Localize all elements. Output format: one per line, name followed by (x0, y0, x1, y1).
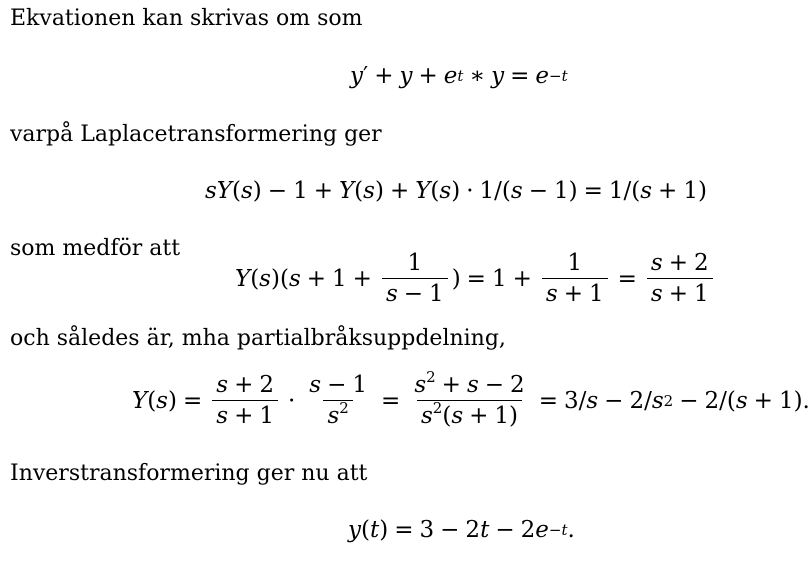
laplace-text: varpå Laplacetransformering ger (10, 122, 382, 147)
equation-laplace: sY ( s ) − 1 + Y ( s ) + Y ( s ) · 1/( s − 1) = 1/( s + 1) (205, 178, 707, 204)
equation-solve-y: Y ( s )( s + 1 + $\frac{1}{s - 1}$ ) = 1 + $\frac{1}{s + 1}$ = $\frac{s + 2}{s + 1}$ (235, 250, 717, 307)
partial-fraction-text: och således är, mha partialbråksuppdelning, (10, 326, 506, 351)
inverse-text: Inverstransformering ger nu att (10, 461, 368, 486)
equation-solution: y ( t ) = 3 − 2 t − 2 e −t . (348, 517, 575, 543)
implies-text: som medför att (10, 236, 181, 261)
intro-text: Ekvationen kan skrivas om som (10, 6, 363, 31)
equation-original: y ′ + y + e t ∗ y = e −t (350, 63, 568, 89)
equation-partial-fractions: Y ( s ) = $\frac{s + 2}{s + 1}$ · $\frac{s - 1}{s^2}$ = $\frac{s^2 + s - 2}{s^2(s + 1)}$ = 3/ s − 2/ s 2 − 2/( s + 1). (132, 368, 810, 429)
